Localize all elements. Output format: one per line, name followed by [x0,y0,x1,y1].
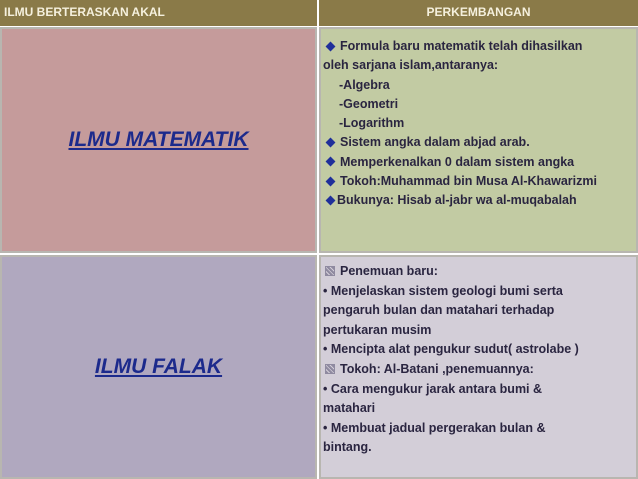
list-item: Tokoh: Al-Batani ,penemuannya: [323,360,632,380]
list-item: -Logarithm [339,116,405,131]
list-item: • Mencipta alat pengukur sudut( astrolabe ) [323,342,579,357]
subject-title: ILMU MATEMATIK [68,128,249,151]
square-bullet-icon [325,364,335,374]
list-item: -Algebra [339,77,390,92]
list-item: oleh sarjana islam,antaranya: [323,58,499,73]
diamond-bullet-icon [326,196,336,206]
list-item: • Membuat jadual pergerakan bulan & [323,420,546,435]
diamond-bullet-icon [326,157,336,167]
list-item: Tokoh:Muhammad bin Musa Al-Khawarizmi [323,172,632,191]
development-cell-falak [319,255,638,479]
subject-cell-matematik [0,27,317,253]
list-item: Memperkenalkan 0 dalam sistem angka [323,153,632,172]
list-item: • Cara mengukur jarak antara bumi & [323,381,543,396]
subject-title: ILMU FALAK [94,355,223,378]
list-item: pengaruh bulan dan matahari terhadap [323,303,555,318]
list-item: Sistem angka dalam abjad arab. [323,133,632,152]
list-item: Formula baru matematik telah dihasilkan [323,37,632,56]
list-item: Bukunya: Hisab al-jabr wa al-muqabalah [323,191,632,210]
square-bullet-icon [325,266,335,276]
list-item: matahari [323,401,376,416]
header-left: ILMU BERTERASKAN AKAL [0,0,317,26]
diamond-bullet-icon [326,176,336,186]
header-right: PERKEMBANGAN [319,0,638,26]
list-item: • Menjelaskan sistem geologi bumi serta [323,283,563,298]
list-item: -Geometri [339,96,399,111]
list-item: pertukaran musim [323,322,432,337]
development-cell-matematik [319,27,638,253]
diamond-bullet-icon [326,138,336,148]
diamond-bullet-icon [326,41,336,51]
list-item: Penemuan baru: [323,262,632,282]
subject-cell-falak [0,255,317,479]
list-item: bintang. [323,440,372,455]
